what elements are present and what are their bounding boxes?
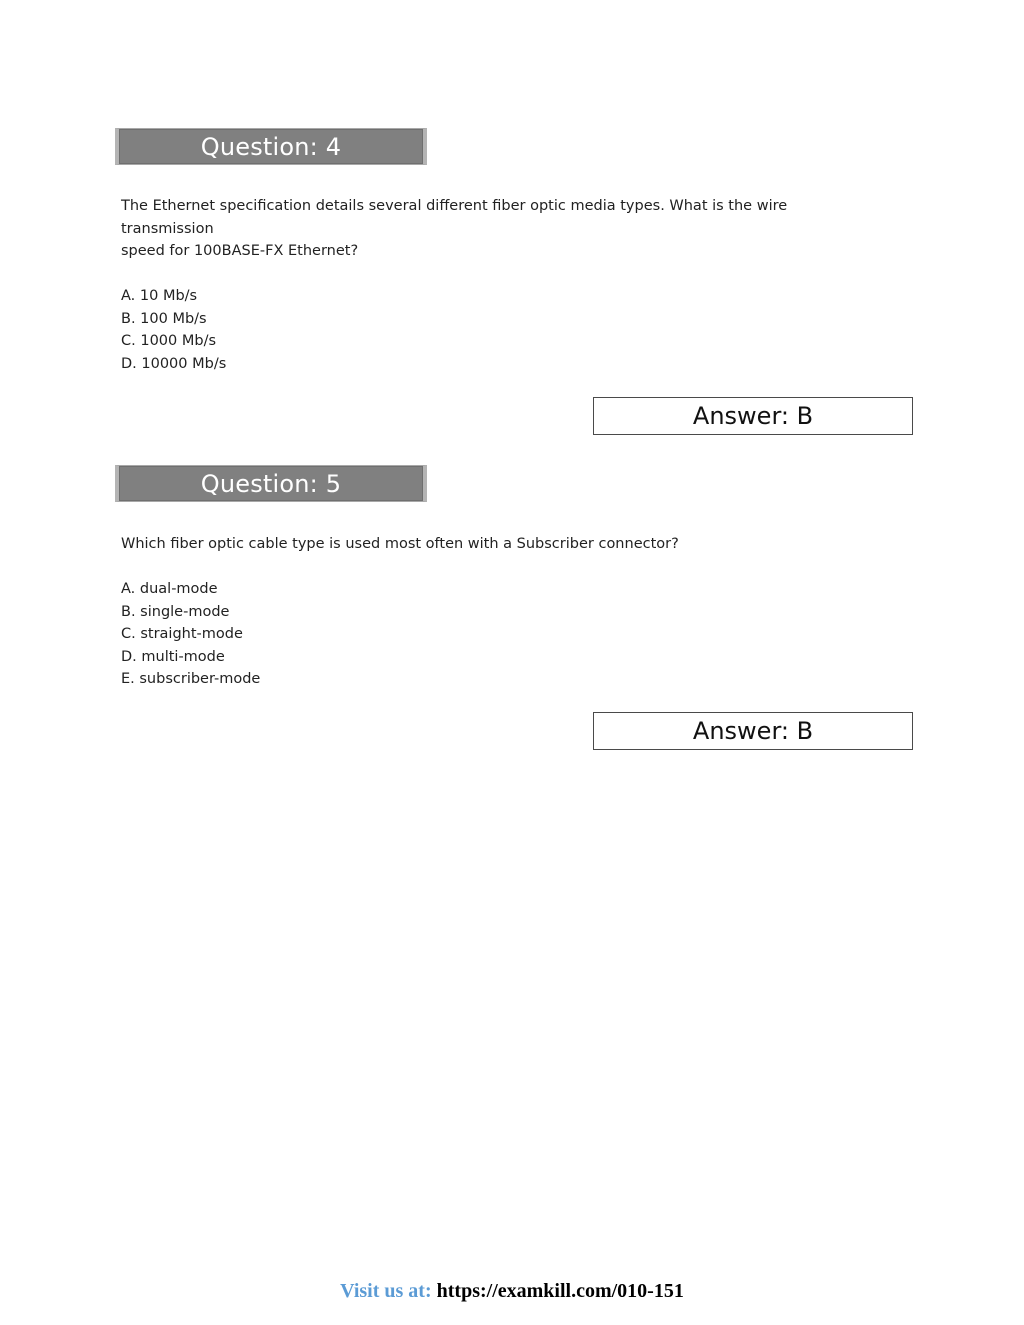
- option-b: B. single-mode: [121, 603, 230, 620]
- question-5-answer-box: [593, 712, 913, 750]
- question-4-text-line: The Ethernet specification details several different fiber optic media types. What is the wire: [121, 198, 788, 214]
- question-4-heading: [115, 128, 427, 165]
- option-d: D. 10000 Mb/s: [121, 355, 227, 372]
- option-b: B. 100 Mb/s: [121, 310, 207, 327]
- option-c: C. 1000 Mb/s: [121, 333, 217, 349]
- footer-visit-label: Visit us at:: [340, 1280, 432, 1302]
- question-4-text-line: transmission: [121, 220, 214, 237]
- question-4-heading-text: Question: 4: [200, 133, 342, 161]
- option-d: D. multi-mode: [121, 648, 225, 665]
- option-c: C. straight-mode: [121, 626, 243, 642]
- option-e: E. subscriber-mode: [121, 671, 261, 687]
- option-a: A. dual-mode: [121, 581, 218, 597]
- question-5-options: [121, 578, 260, 691]
- question-4-options: [121, 285, 226, 375]
- question-4-text: [121, 195, 841, 263]
- footer-url-link[interactable]: https://examkill.com/010-151: [436, 1280, 684, 1302]
- question-5-text: [121, 533, 841, 556]
- question-5-heading-text: Question: 5: [200, 470, 342, 498]
- footer: [0, 1280, 1024, 1303]
- question-4-text-line: speed for 100BASE-FX Ethernet?: [121, 243, 359, 259]
- question-4-answer: Answer: B: [692, 402, 814, 430]
- question-5-answer: Answer: B: [692, 717, 814, 745]
- question-5-heading: [115, 465, 427, 502]
- question-4-answer-box: [593, 397, 913, 435]
- option-a: A. 10 Mb/s: [121, 288, 198, 304]
- question-5-text-line: Which fiber optic cable type is used most often with a Subscriber connector?: [121, 536, 679, 552]
